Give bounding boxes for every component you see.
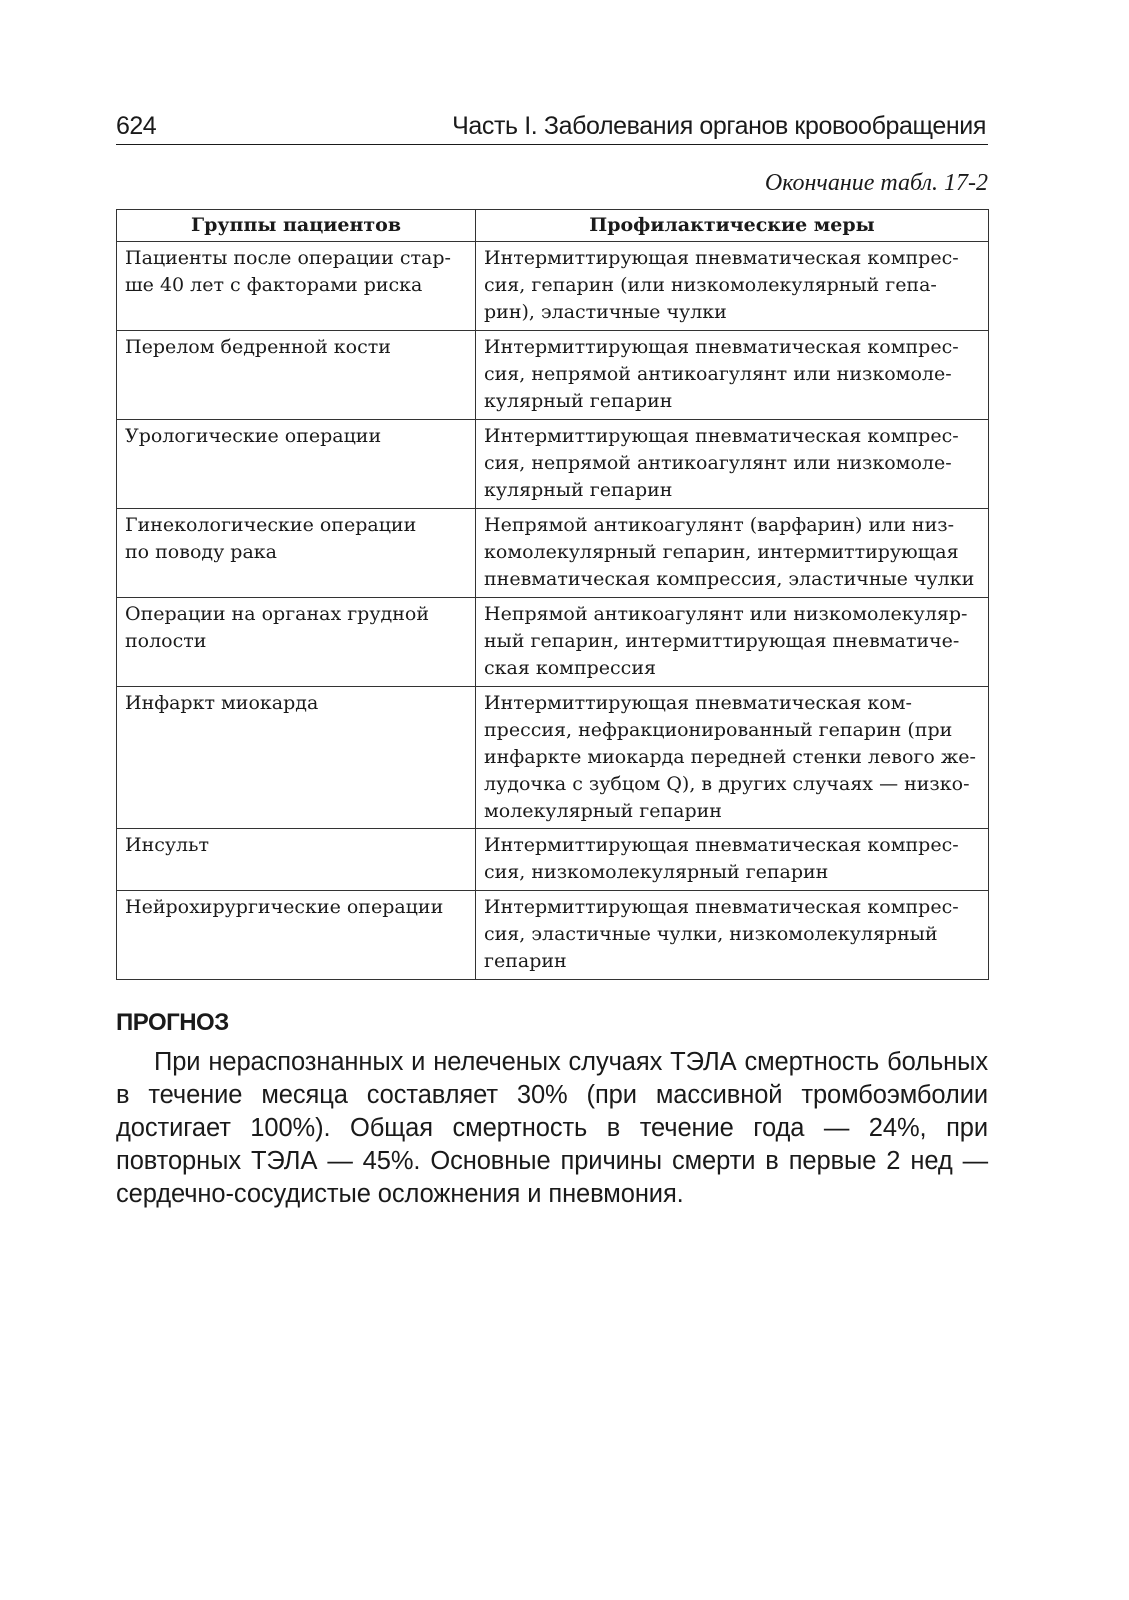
measures-text: Интермиттирующая пневматическая ком- прессия, нефракционированный гепарин (при инфаркте миокарда передней стенки левого же- лудочка с зубцом Q), в других случаях — низко- молекулярный гепарин xyxy=(484,692,976,822)
running-title: Часть I. Заболевания органов кровообращения xyxy=(452,112,986,140)
patient-group-cell xyxy=(117,829,476,891)
measures-text: Интермиттирующая пневматическая компрес- сия, непрямой антикоагулянт или низкомоле- кулярный гепарин xyxy=(484,425,959,501)
table-caption: Окончание табл. 17-2 xyxy=(764,170,988,196)
patient-group-cell xyxy=(117,331,476,420)
table-row xyxy=(117,242,989,331)
measures-text: Интермиттирующая пневматическая компрес- сия, гепарин (или низкомолекулярный гепа- рин), эластичные чулки xyxy=(484,247,959,323)
patient-group-cell xyxy=(117,242,476,331)
patient-group-cell xyxy=(117,509,476,598)
measures-text: Интермиттирующая пневматическая компрес- сия, низкомолекулярный гепарин xyxy=(484,834,959,883)
measures-cell xyxy=(476,420,989,509)
column-header-measures: Профилактические меры xyxy=(476,210,989,242)
prognosis-paragraph: При нераспознанных и нелеченых случаях ТЭЛА смертность больных в течение месяца составляет 30% (при массивной тромбоэмболии достигает 100%). Общая смертность в течение года — 24%, при повторных ТЭЛА — 45%. Основные причины смерти в первые 2 нед — сердечно-сосудистые осложнения и пневмония. xyxy=(116,1048,988,1208)
table-row xyxy=(117,829,989,891)
measures-text: Интермиттирующая пневматическая компрес- сия, эластичные чулки, низкомолекулярный гепарин xyxy=(484,896,959,972)
measures-cell xyxy=(476,891,989,980)
table-row xyxy=(117,331,989,420)
patient-group-text: Гинекологические операции по поводу рака xyxy=(125,514,417,563)
table-header-row xyxy=(117,210,989,242)
measures-cell xyxy=(476,598,989,687)
measures-cell xyxy=(476,829,989,891)
patient-group-text: Перелом бедренной кости xyxy=(125,336,391,358)
measures-text: Интермиттирующая пневматическая компрес- сия, непрямой антикоагулянт или низкомоле- кулярный гепарин xyxy=(484,336,959,412)
patient-group-text: Инфаркт миокарда xyxy=(125,692,319,714)
table-row xyxy=(117,420,989,509)
patient-group-text: Операции на органах грудной полости xyxy=(125,603,429,652)
measures-text: Непрямой антикоагулянт (варфарин) или низ- комолекулярный гепарин, интермиттирующая пневматическая компрессия, эластичные чулки xyxy=(484,514,975,590)
patient-group-text: Пациенты после операции стар- ше 40 лет с факторами риска xyxy=(125,247,451,296)
measures-text: Непрямой антикоагулянт или низкомолекуляр- ный гепарин, интермиттирующая пневматиче- ская компрессия xyxy=(484,603,968,679)
measures-cell xyxy=(476,331,989,420)
section-heading-prognosis: ПРОГНОЗ xyxy=(116,1009,229,1036)
patient-group-text: Урологические операции xyxy=(125,425,382,447)
patient-group-cell xyxy=(117,420,476,509)
patient-group-cell xyxy=(117,598,476,687)
patient-group-cell xyxy=(117,687,476,829)
page-number: 624 xyxy=(116,112,157,140)
measures-cell xyxy=(476,242,989,331)
prophylaxis-table xyxy=(116,209,989,980)
table-row xyxy=(117,891,989,980)
table-row xyxy=(117,509,989,598)
column-header-groups: Группы пациентов xyxy=(117,210,476,242)
running-header xyxy=(116,108,988,145)
measures-cell xyxy=(476,509,989,598)
patient-group-cell xyxy=(117,891,476,980)
patient-group-text: Инсульт xyxy=(125,834,209,856)
table-row xyxy=(117,598,989,687)
measures-cell xyxy=(476,687,989,829)
table-row xyxy=(117,687,989,829)
patient-group-text: Нейрохирургические операции xyxy=(125,896,444,918)
